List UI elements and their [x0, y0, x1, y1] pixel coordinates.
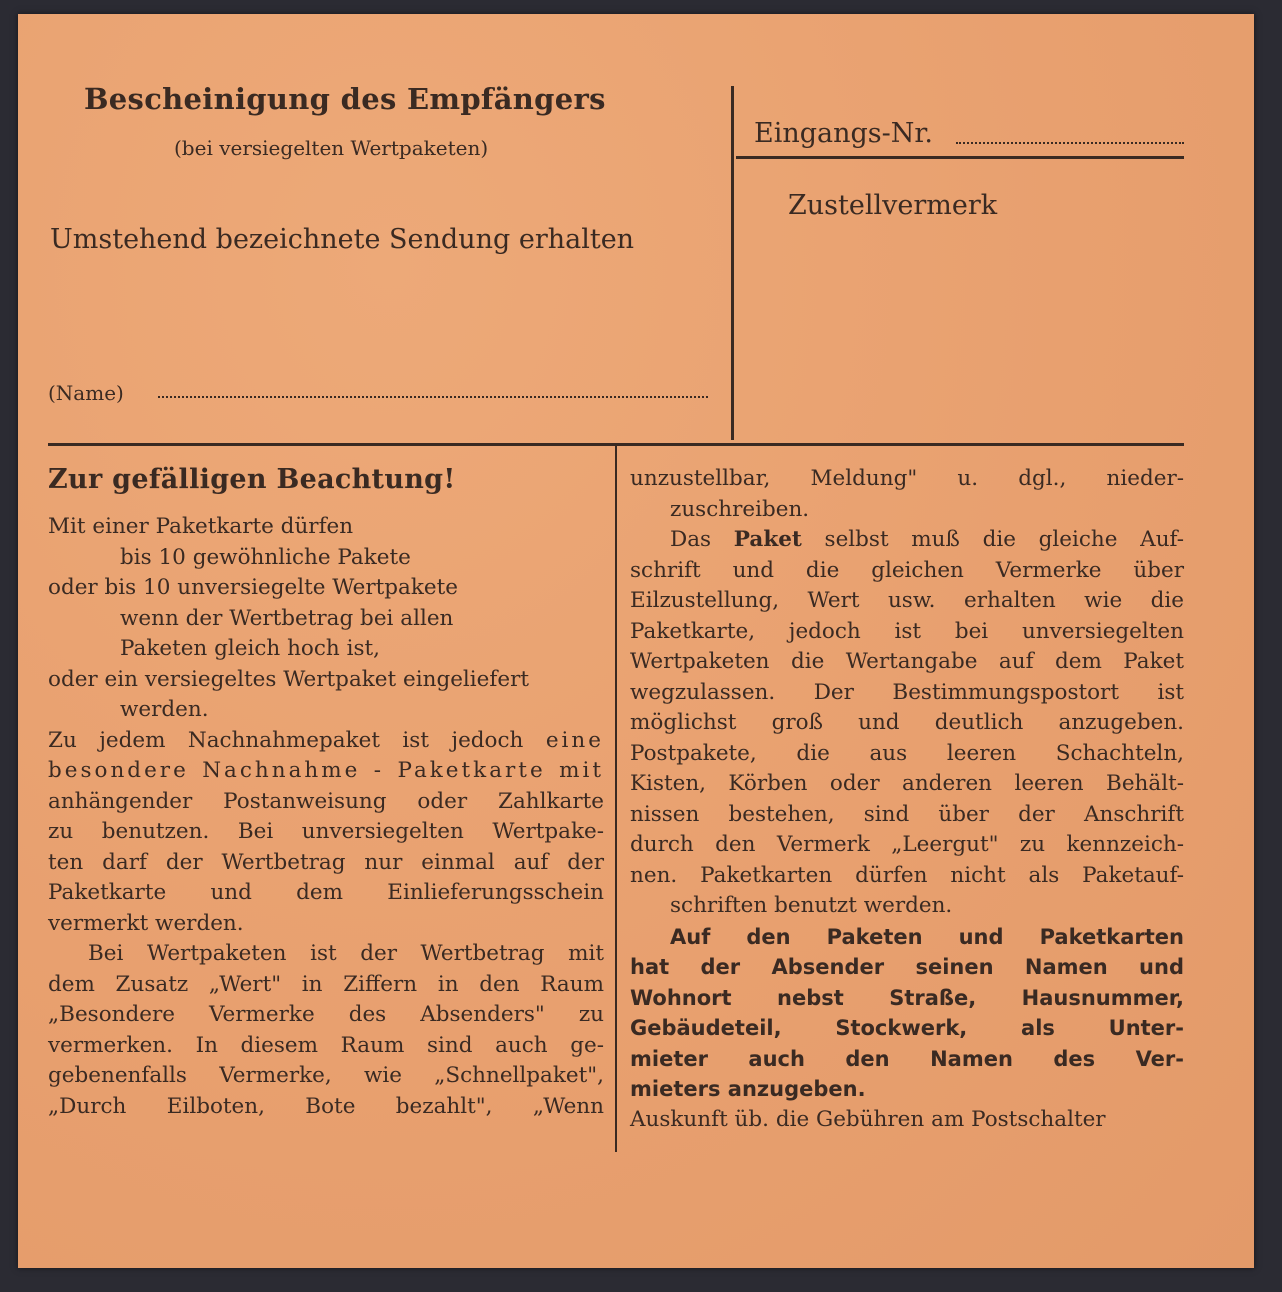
recipient-certificate-title: Bescheinigung des Empfängers: [84, 82, 606, 116]
text-line: unzustellbar, Meldung" u. dgl., nieder-: [630, 466, 1184, 491]
text-line: Kisten, Körben oder anderen leeren Behält-: [630, 771, 1184, 796]
text-line: werden.: [120, 697, 209, 722]
text-line: Paketkarte und dem Einlieferungsschein: [48, 880, 604, 905]
text-line: zuschreiben.: [670, 496, 810, 522]
text-line: anhängender Postanweisung oder Zahlkarte: [48, 788, 604, 814]
notice-right-column: [630, 464, 1184, 1135]
bold-notice-line: hat der Absender seinen Namen und: [630, 955, 1184, 979]
text-line: „Durch Eilboten, Bote bezahlt", „Wenn: [48, 1093, 604, 1119]
received-statement: Umstehend bezeichnete Sendung erhalten: [50, 224, 635, 255]
fee-info-footer: Auskunft üb. die Gebühren am Postschalter: [630, 1106, 1106, 1132]
zustellvermerk-label: Zustellvermerk: [788, 190, 998, 221]
name-label: (Name): [48, 381, 124, 405]
text-line: schriften benutzt werden.: [670, 893, 953, 918]
eingang-nr-label: Eingangs-Nr.: [754, 118, 933, 149]
text-line: nissen bestehen, sind über der Anschrift: [630, 801, 1184, 827]
bold-notice-line: Auf den Paketen und Paketkarten: [670, 924, 1184, 949]
text-line: Bei Wertpaketen ist der Wertbetrag mit: [88, 941, 604, 966]
text-line: gebenenfalls Vermerke, wie „Schnellpaket",: [48, 1063, 604, 1088]
text-line: oder ein versiegeltes Wertpaket eingeliefert: [48, 666, 529, 692]
text-line: Wertpaketen die Wertangabe auf dem Paket: [630, 649, 1184, 674]
text-line: schrift und die gleichen Vermerke über: [630, 557, 1184, 583]
text-line: Paketen gleich hoch ist,: [120, 636, 380, 661]
text-line: Paketkarte, jedoch ist bei unversiegelten: [630, 618, 1184, 644]
text-line: „Besondere Vermerke des Absenders" zu: [48, 1002, 604, 1027]
text-line: dem Zusatz „Wert" in Ziffern in den Raum: [48, 971, 604, 997]
text-line: zu benutzen. Bei unversiegelten Wertpake-: [48, 819, 604, 844]
text-line: vermerkt werden.: [48, 910, 244, 936]
notice-title: Zur gefälligen Beachtung!: [48, 464, 456, 495]
eingang-nr-field-line: [956, 142, 1184, 144]
text-line: besondere Nachnahme - Paketkarte mit: [48, 758, 604, 783]
text-line: wegzulassen. Der Bestimmungspostort ist: [630, 679, 1184, 705]
name-field-line: [158, 396, 708, 398]
notice-left-column: [48, 512, 604, 1122]
text-line: vermerken. In diesem Raum sind auch ge-: [48, 1032, 604, 1058]
text-line: ten darf der Wertbetrag nur einmal auf der: [48, 849, 604, 875]
bold-notice-line: mieter auch den Namen des Ver-: [630, 1046, 1184, 1071]
text-line: wenn der Wertbetrag bei allen: [120, 605, 454, 631]
text-line: Postpakete, die aus leeren Schachteln,: [630, 740, 1184, 766]
text-line: möglichst groß und deutlich anzugeben.: [630, 710, 1184, 735]
divider-vertical-top: [731, 86, 734, 440]
divider-eingang: [736, 156, 1184, 159]
text-line: bis 10 gewöhnliche Pakete: [120, 544, 411, 570]
text-line: Das Paket selbst muß die gleiche Auf-: [670, 527, 1185, 552]
text-line: Eilzustellung, Wert usw. erhalten wie die: [630, 588, 1184, 613]
bold-notice-line: mieters anzugeben.: [630, 1077, 866, 1101]
bold-notice-line: Gebäudeteil, Stockwerk, als Unter-: [630, 1016, 1184, 1040]
parcel-card: [18, 14, 1254, 1268]
text-line: nen. Paketkarten dürfen nicht als Paketauf-: [630, 862, 1184, 888]
divider-vertical-bottom: [615, 446, 617, 1152]
text-line: Zu jedem Nachnahmepaket ist jedoch eine: [48, 727, 604, 753]
text-line: durch den Vermerk „Leergut" zu kennzeich-: [630, 832, 1184, 857]
recipient-certificate-subtitle: (bei versiegelten Wertpaketen): [174, 136, 489, 160]
text-line: oder bis 10 unversiegelte Wertpakete: [48, 575, 458, 600]
text-line: Mit einer Paketkarte dürfen: [48, 514, 354, 539]
bold-notice-line: Wohnort nebst Straße, Hausnummer,: [630, 985, 1184, 1010]
